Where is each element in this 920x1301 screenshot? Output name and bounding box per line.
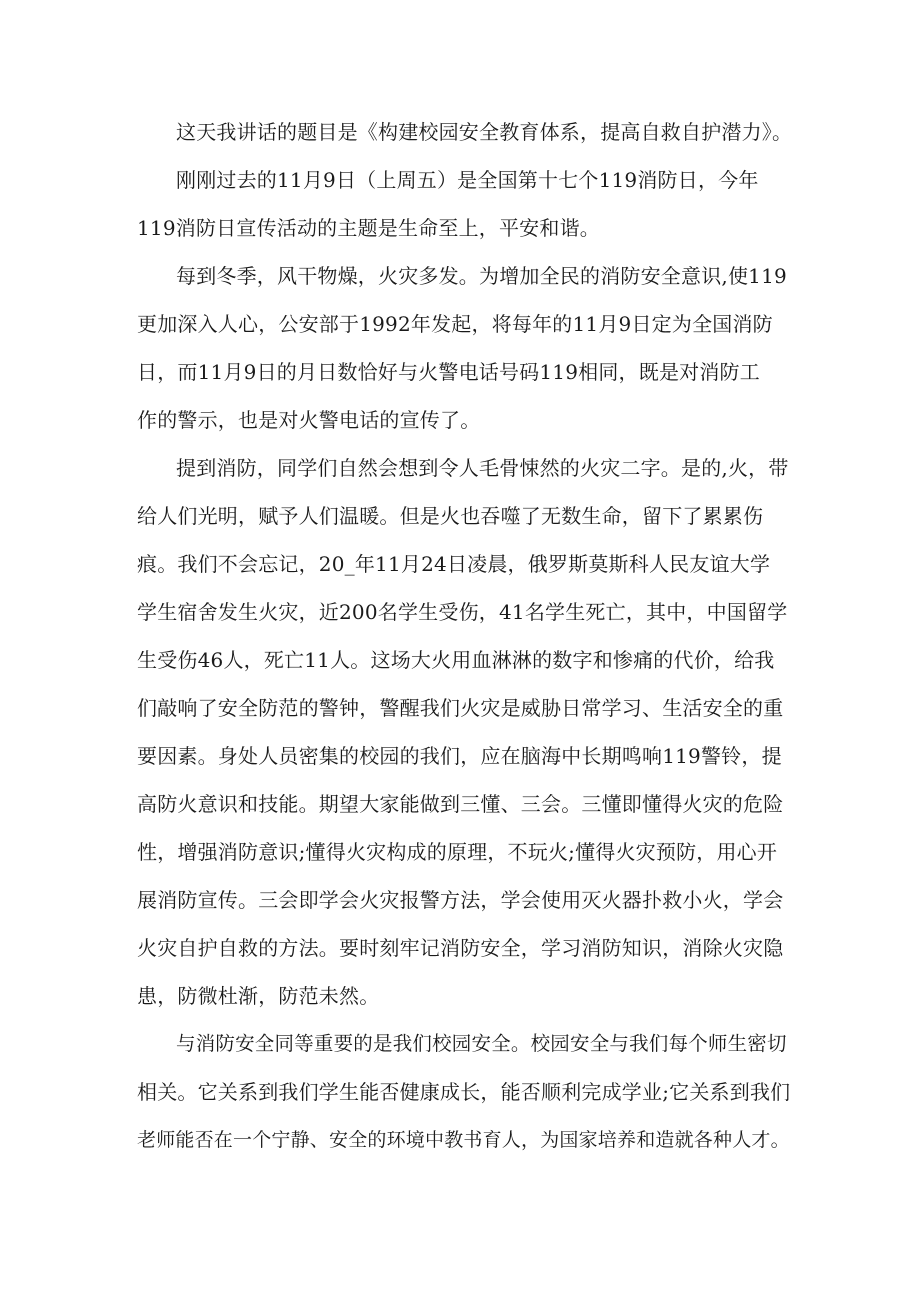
text-line-18: 火灾自护自救的方法。要时刻牢记消防安全，学习消防知识，消除火灾隐 xyxy=(137,936,784,960)
text-line-12: 生受伤46人，死亡11人。这场大火用血淋淋的数字和惨痛的代价，给我 xyxy=(137,648,775,672)
text-line-3: 119消防日宣传活动的主题是生命至上，平安和谐。 xyxy=(137,216,600,240)
text-line-1: 这天我讲话的题目是《构建校园安全教育体系，提高自救自护潜力》。 xyxy=(176,120,793,144)
text-line-20: 与消防安全同等重要的是我们校园安全。校园安全与我们每个师生密切 xyxy=(176,1032,787,1055)
text-line-14: 要因素。身处人员密集的校园的我们，应在脑海中长期鸣响119警铃，提 xyxy=(137,744,782,768)
text-line-15: 高防火意识和技能。期望大家能做到三懂、三会。三懂即懂得火灾的危险 xyxy=(137,792,784,816)
text-line-21: 相关。它关系到我们学生能否健康成长，能否顺利完成学业;它关系到我们 xyxy=(137,1080,791,1104)
text-line-8: 提到消防，同学们自然会想到令人毛骨悚然的火灾二字。是的,火，带 xyxy=(176,456,789,480)
text-line-19: 患，防微杜渐，防范未然。 xyxy=(137,984,380,1008)
text-line-17: 展消防宣传。三会即学会火灾报警方法，学会使用灭火器扑救小火，学会 xyxy=(137,888,784,912)
text-line-11: 学生宿舍发生火灾，近200名学生受伤，41名学生死亡，其中，中国留学 xyxy=(137,600,788,624)
text-line-9: 给人们光明，赋予人们温暖。但是火也吞噬了无数生命，留下了累累伤 xyxy=(137,504,764,528)
text-line-5: 更加深入人心，公安部于1992年发起，将每年的11月9日定为全国消防 xyxy=(137,312,773,336)
text-line-2: 刚刚过去的11月9日（上周五）是全国第十七个119消防日，今年 xyxy=(176,168,759,192)
text-line-7: 作的警示，也是对火警电话的宣传了。 xyxy=(137,408,481,432)
text-line-16: 性，增强消防意识;懂得火灾构成的原理，不玩火;懂得火灾预防，用心开 xyxy=(137,840,778,864)
text-line-10: 痕。我们不会忘记，20_年11月24日凌晨，俄罗斯莫斯科人民友谊大学 xyxy=(137,552,771,576)
text-line-4: 每到冬季，风干物燥，火灾多发。为增加全民的消防安全意识,使119 xyxy=(176,264,787,288)
text-line-22: 老师能否在一个宁静、安全的环境中教书育人，为国家培养和造就各种人才。 xyxy=(137,1129,790,1151)
text-line-13: 们敲响了安全防范的警钟，警醒我们火灾是威胁日常学习、生活安全的重 xyxy=(137,696,784,720)
text-line-6: 日，而11月9日的月日数恰好与火警电话号码119相同，既是对消防工 xyxy=(137,360,760,384)
